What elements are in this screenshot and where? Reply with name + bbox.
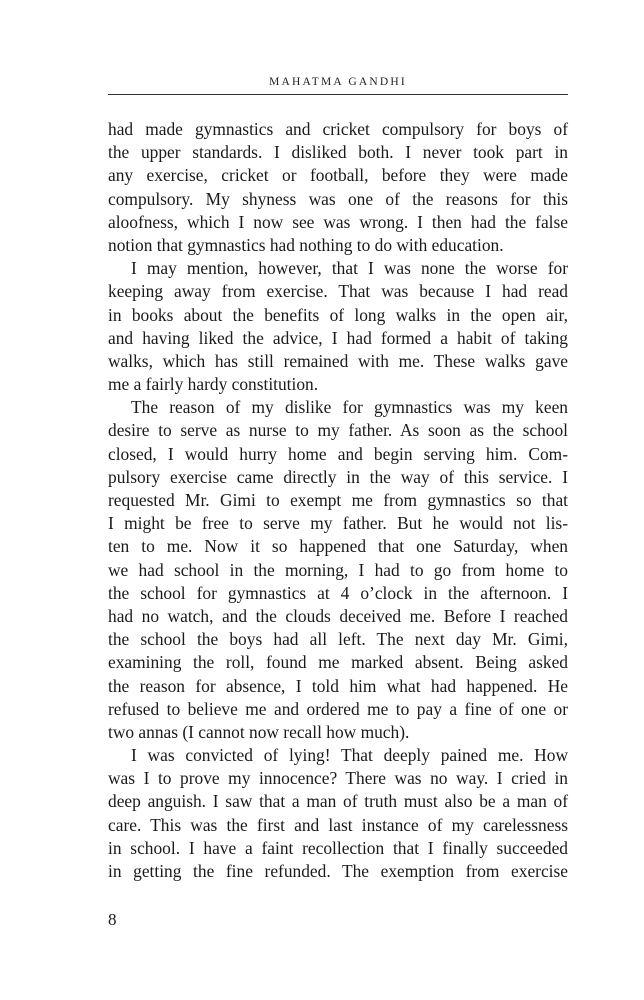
paragraph [108, 396, 568, 744]
text-line: the school for gymnastics at 4 o’clock in the afternoon. I [108, 582, 568, 603]
text-line: deep anguish. I saw that a man of truth must also be a man of [108, 791, 568, 812]
text-line: care. This was the first and last instance of my carelessness [108, 814, 568, 835]
text-line: compulsory. My shyness was one of the reasons for this [108, 188, 568, 209]
text-line: we had school in the morning, I had to go from home to [108, 559, 568, 580]
text-line: the school the boys had all left. The next day Mr. Gimi, [108, 629, 568, 650]
text-line: I might be free to serve my father. But he would not lis- [108, 513, 568, 534]
text-line: notion that gymnastics had nothing to do with education. [108, 234, 504, 255]
body-text [108, 118, 568, 883]
text-line: aloofness, which I now see was wrong. I then had the false [108, 211, 568, 232]
text-line: was I to prove my innocence? There was no way. I cried in [108, 768, 568, 789]
text-line: had made gymnastics and cricket compulsory for boys of [108, 119, 568, 139]
header-rule [108, 94, 568, 95]
text-line: The reason of my dislike for gymnastics was my keen [131, 397, 568, 418]
text-line: refused to believe me and ordered me to pay a fine of one or [108, 698, 568, 719]
text-line: in books about the benefits of long walks in the open air, [108, 304, 568, 325]
text-line: the upper standards. I disliked both. I never took part in [108, 142, 568, 163]
text-line: two annas (I cannot now recall how much). [108, 721, 410, 742]
paragraph [108, 257, 568, 396]
paragraph [108, 118, 568, 257]
text-line: desire to serve as nurse to my father. As soon as the school [108, 420, 568, 441]
text-line: any exercise, cricket or football, before they were made [108, 165, 568, 186]
text-line: had no watch, and the clouds deceived me. Before I reached [108, 605, 568, 626]
text-line: I may mention, however, that I was none the worse for [131, 258, 568, 279]
text-line: keeping away from exercise. That was because I had read [108, 281, 568, 302]
text-line: I was convicted of lying! That deeply pained me. How [131, 745, 568, 766]
text-line: requested Mr. Gimi to exempt me from gymnastics so that [108, 490, 568, 510]
paragraph [108, 744, 568, 883]
text-line: pulsory exercise came directly in the way of this service. I [108, 466, 568, 487]
running-head: MAHATMA GANDHI [269, 76, 407, 88]
text-line: and having liked the advice, I had formed a habit of taking [108, 327, 568, 348]
text-line: in getting the fine refunded. The exemption from exercise [108, 861, 568, 881]
text-line: the reason for absence, I told him what had happened. He [108, 675, 568, 696]
text-line: ten to me. Now it so happened that one Saturday, when [108, 536, 568, 557]
text-line: me a fairly hardy constitution. [108, 374, 319, 395]
text-line: closed, I would hurry home and begin serving him. Com- [108, 443, 568, 464]
text-line: walks, which has still remained with me. These walks gave [108, 350, 568, 371]
text-line: in school. I have a faint recollection that I finally succeeded [108, 837, 568, 858]
text-line: examining the roll, found me marked absent. Being asked [108, 652, 568, 673]
page-number: 8 [108, 910, 117, 929]
